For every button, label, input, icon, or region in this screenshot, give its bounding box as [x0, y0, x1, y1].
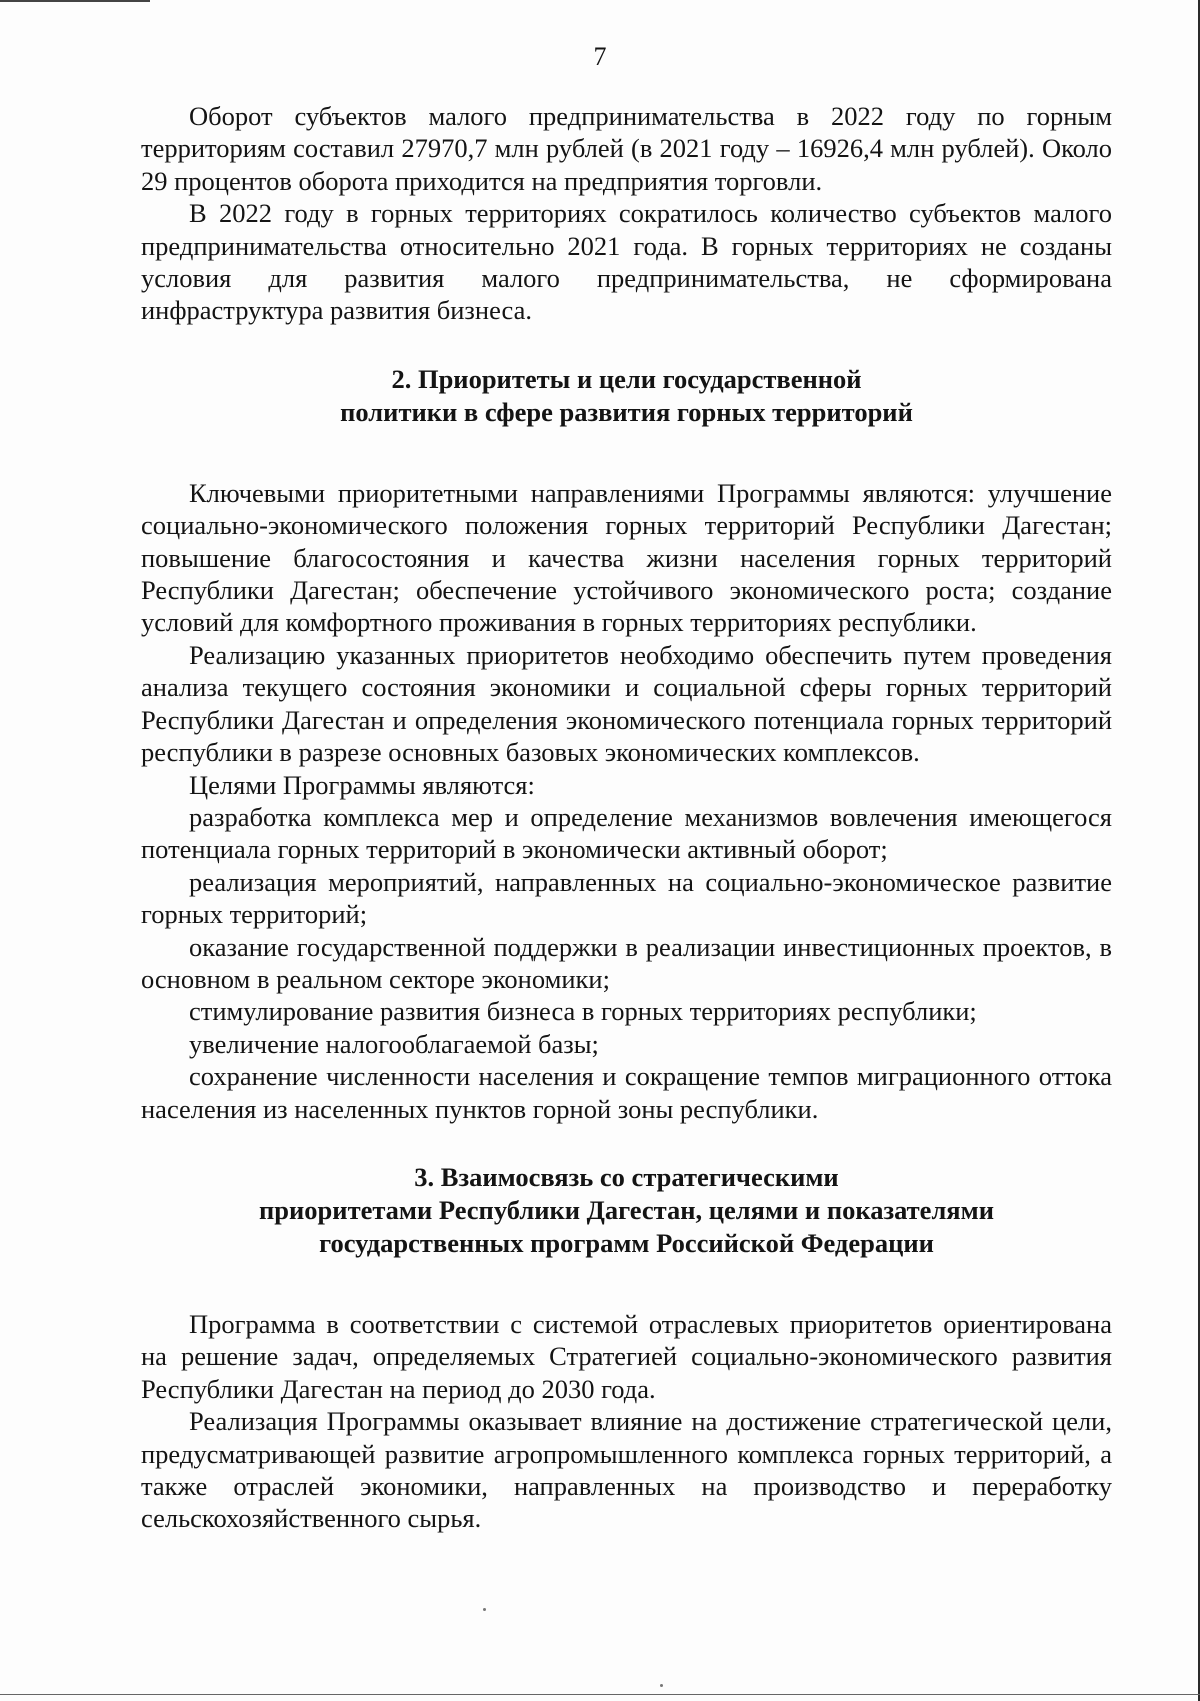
page-number: 7	[593, 42, 607, 71]
section-3-paragraph-1: Программа в соответствии с системой отраслевых приоритетов ориентирована на решение задач, определяемых Стратегией социально-экономического развития Республики Дагестан на период до 2030 года.	[141, 1308, 1112, 1404]
section-3-paragraph-2: Реализация Программы оказывает влияние на достижение стратегической цели, предусматривающей развитие агропромышленного комплекса горных территорий, а также отраслей экономики, направленных на производство и переработку сельскохозяйственного сырья.	[141, 1406, 1112, 1534]
goal-list-item: стимулирование развития бизнеса в горных территориях республики;	[189, 996, 977, 1027]
section-3-title-line-1: 3. Взаимосвязь со стратегическими	[414, 1161, 839, 1192]
document-body	[141, 100, 1112, 1535]
goal-list-item: реализация мероприятий, направленных на социально-экономическое развитие горных территорий;	[141, 866, 1112, 930]
goal-list-item: оказание государственной поддержки в реализации инвестиционных проектов, в основном в реальном секторе экономики;	[141, 931, 1112, 994]
section-3-title-line-2: приоритетами Республики Дагестан, целями и показателями	[259, 1194, 994, 1225]
scan-edge-top	[0, 0, 150, 2]
section-2-paragraph-3: Целями Программы являются:	[189, 769, 535, 800]
section-3-title-line-3: государственных программ Российской Федерации	[319, 1227, 934, 1258]
intro-paragraph-1: Оборот субъектов малого предпринимательства в 2022 году по горным территориям составил 27970,7 млн рублей (в 2021 году – 16926,4 млн рублей). Около 29 процентов оборота приходится на предприятия торговли.	[141, 101, 1112, 196]
section-2-paragraph-1: Ключевыми приоритетными направлениями Программы являются: улучшение социально-экономического положения горных территорий Республики Дагестан; повышение благосостояния и качества жизни населения горных территорий Республики Дагестан; обеспечение устойчивого экономического роста; создание условий для комфортного проживания в горных территориях республики.	[141, 477, 1112, 638]
intro-paragraph-2: В 2022 году в горных территориях сократилось количество субъектов малого предпринимательства относительно 2021 года. В горных территориях не созданы условия для развития малого предпринимательства, не сформирована инфраструктура развития бизнеса.	[141, 198, 1112, 326]
goal-list-item: сохранение численности населения и сокращение темпов миграционного оттока населения из населенных пунктов горной зоны республики.	[141, 1061, 1112, 1124]
section-2-title-line-1: 2. Приоритеты и цели государственной	[391, 363, 862, 394]
goal-list-item: разработка комплекса мер и определение механизмов вовлечения имеющегося потенциала горных территорий в экономически активный оборот;	[141, 801, 1112, 865]
scan-speck	[483, 1608, 486, 1611]
section-2-heading	[141, 363, 1112, 429]
section-3-heading	[141, 1161, 1112, 1260]
scan-edge-bottom	[0, 1694, 1200, 1695]
goal-list-item: увеличение налогооблагаемой базы;	[189, 1028, 599, 1059]
scan-speck	[660, 1684, 663, 1687]
section-2-title-line-2: политики в сфере развития горных территорий	[340, 396, 913, 427]
section-2-paragraph-2: Реализацию указанных приоритетов необходимо обеспечить путем проведения анализа текущего состояния экономики и социальной сферы горных территорий Республики Дагестан и определения экономического потенциала горных территорий республики в разрезе основных базовых экономических комплексов.	[141, 639, 1112, 768]
